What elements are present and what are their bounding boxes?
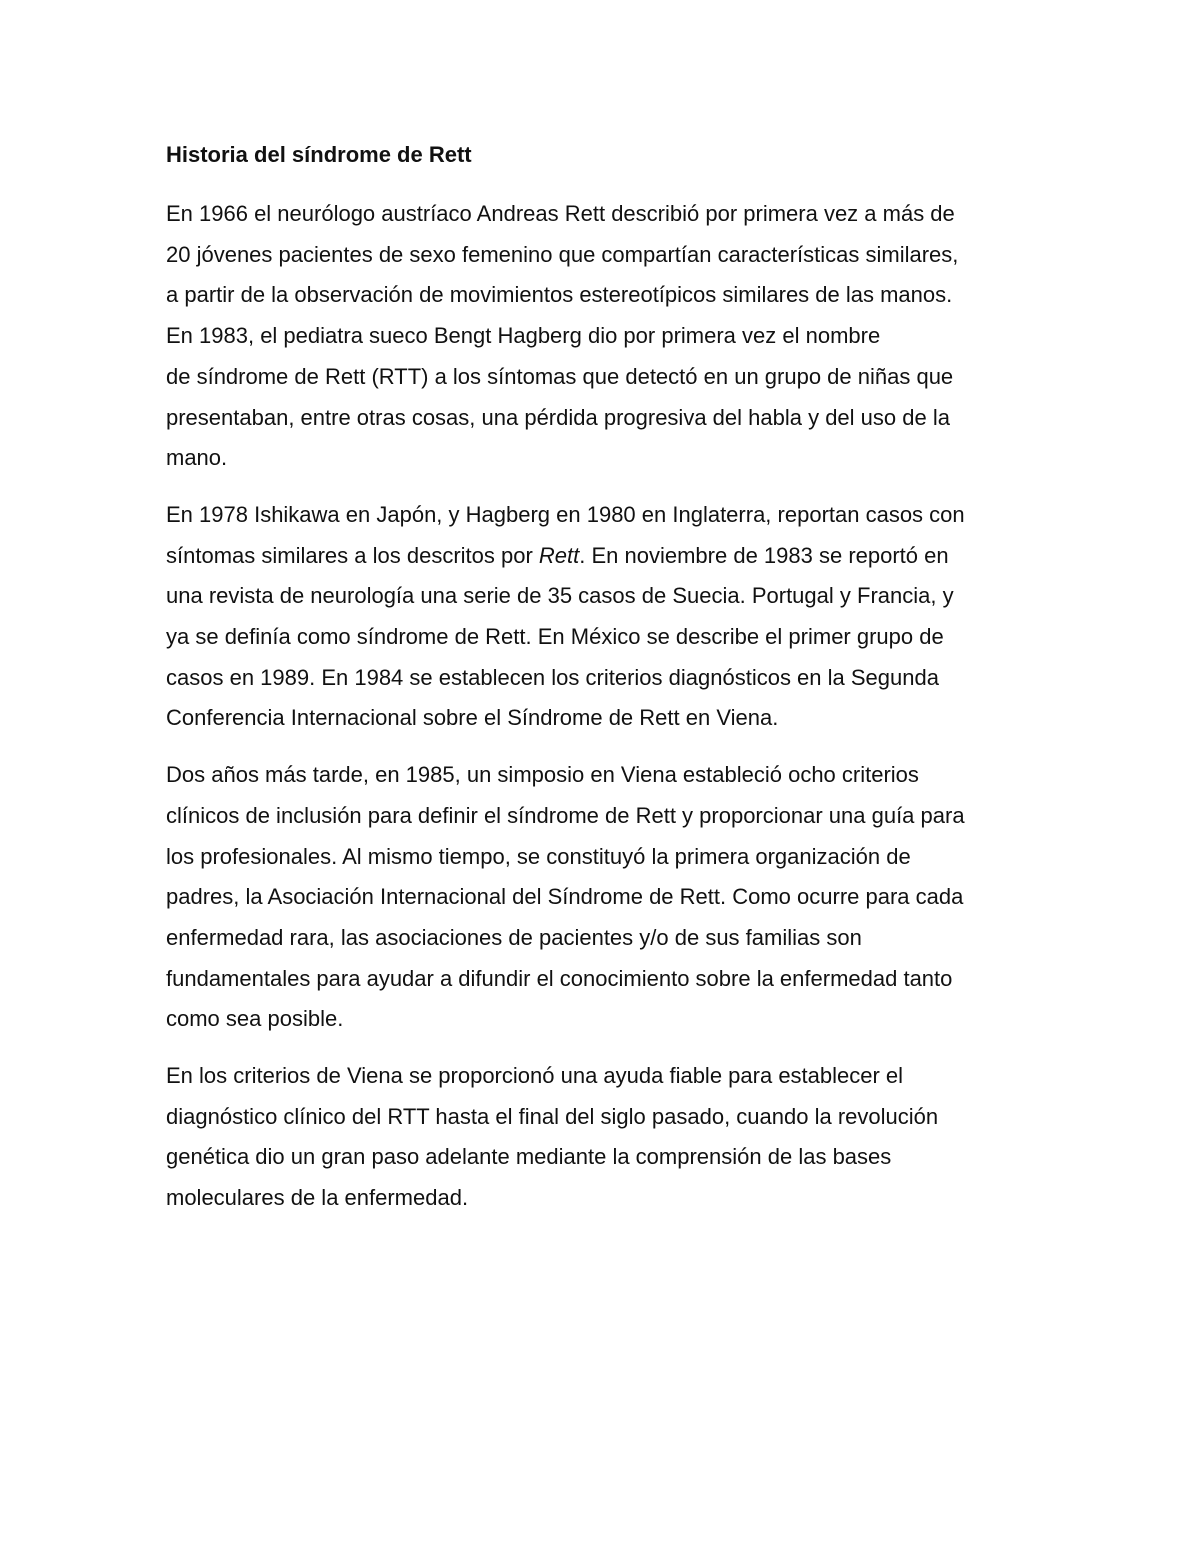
paragraph-2 xyxy=(166,495,1036,739)
text-line: ya se definía como síndrome de Rett. En México se describe el primer grupo de xyxy=(166,624,944,650)
page-title: Historia del síndrome de Rett xyxy=(166,142,472,167)
paragraph-1 xyxy=(166,194,1036,479)
text-line: casos en 1989. En 1984 se establecen los criterios diagnósticos en la Segunda xyxy=(166,664,939,690)
document-body xyxy=(166,138,1036,1235)
text-line: genética dio un gran paso adelante mediante la comprensión de las bases xyxy=(166,1144,892,1170)
text-line: En 1966 el neurólogo austríaco Andreas Rett describió por primera vez a más de xyxy=(166,201,955,226)
text-line: enfermedad rara, las asociaciones de pacientes y/o de sus familias son xyxy=(166,924,862,950)
text-segment: síntomas similares a los descritos por xyxy=(166,542,539,568)
text-line: los profesionales. Al mismo tiempo, se constituyó la primera organización de xyxy=(166,843,911,869)
text-line: mano. xyxy=(166,445,228,471)
text-line: presentaban, entre otras cosas, una pérdida progresiva del habla y del uso de la xyxy=(166,404,950,430)
text-line: padres, la Asociación Internacional del Síndrome de Rett. Como ocurre para cada xyxy=(166,884,964,910)
text-line: En 1978 Ishikawa en Japón, y Hagberg en 1980 en Inglaterra, reportan casos con xyxy=(166,501,965,527)
text-line: clínicos de inclusión para definir el síndrome de Rett y proporcionar una guía para xyxy=(166,802,965,828)
paragraph-3 xyxy=(166,755,1036,1040)
text-line: de síndrome de Rett (RTT) a los síntomas que detectó en un grupo de niñas que xyxy=(166,363,954,389)
text-line: una revista de neurología una serie de 35 casos de Suecia. Portugal y Francia, y xyxy=(166,583,954,609)
text-line: Conferencia Internacional sobre el Síndrome de Rett en Viena. xyxy=(166,705,779,731)
text-line: moleculares de la enfermedad. xyxy=(166,1185,469,1211)
text-line: diagnóstico clínico del RTT hasta el final del siglo pasado, cuando la revolución xyxy=(166,1103,939,1129)
text-line: En los criterios de Viena se proporcionó una ayuda fiable para establecer el xyxy=(166,1063,904,1089)
text-line: Dos años más tarde, en 1985, un simposio en Viena estableció ocho criterios xyxy=(166,762,919,788)
text-line: 20 jóvenes pacientes de sexo femenino que compartían características similares, xyxy=(166,241,959,267)
text-line: como sea posible. xyxy=(166,1006,344,1032)
italic-name: Rett xyxy=(538,542,580,568)
text-line: En 1983, el pediatra sueco Bengt Hagberg dio por primera vez el nombre xyxy=(166,323,881,349)
text-segment: . En noviembre de 1983 se reportó en xyxy=(579,542,949,568)
text-line: a partir de la observación de movimientos estereotípicos similares de las manos. xyxy=(166,282,953,308)
text-line: fundamentales para ayudar a difundir el conocimiento sobre la enfermedad tanto xyxy=(166,965,953,991)
paragraph-4 xyxy=(166,1056,1036,1219)
text-line xyxy=(166,536,1036,577)
